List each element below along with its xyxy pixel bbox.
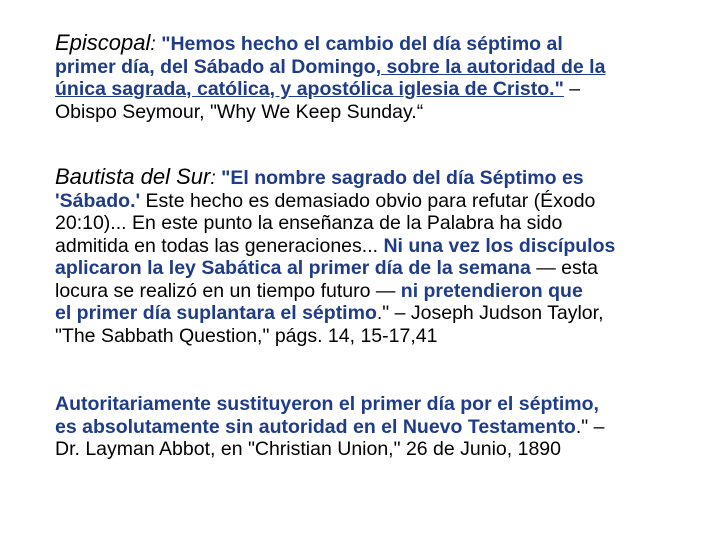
quote-text: aplicaron la ley Sabática al primer día de la semana — [55, 257, 531, 279]
citation-text: Dr. Layman Abbot, en "Christian Union," 26 de Junio, 1890 — [55, 438, 561, 460]
bautista-quote — [55, 166, 695, 347]
colon: : — [210, 167, 216, 189]
citation-text: ." – — [575, 415, 605, 438]
quote-line — [55, 190, 695, 213]
quote-line — [55, 56, 695, 79]
quote-text-plain: Este hecho es demasiado obvio para refutar (Éxodo — [140, 189, 596, 212]
citation-text: Obispo Seymour, "Why We Keep Sunday.“ — [55, 100, 424, 123]
quote-line — [55, 257, 695, 280]
abbot-quote — [55, 393, 695, 461]
citation-text: "The Sabbath Question," págs. 14, 15-17,41 — [55, 324, 438, 347]
quote-line — [55, 393, 695, 416]
quote-text-plain: locura se realizó en un tiempo futuro — — [55, 279, 396, 302]
quote-line — [55, 78, 695, 101]
quote-line — [55, 302, 695, 325]
quote-text: ni pretendieron que — [395, 279, 583, 302]
quote-line — [55, 32, 695, 56]
quote-text: primer día, del Sábado al Domingo, — [55, 55, 382, 78]
quote-text-plain: admitida en todas las generaciones... — [55, 234, 379, 257]
quote-text: Ni una vez los discípulos — [378, 234, 616, 257]
quote-line — [55, 166, 695, 190]
quote-text: el primer día suplantara el séptimo — [55, 302, 377, 324]
source-name: Bautista del Sur — [55, 164, 211, 189]
quote-text-plain: 20:10)... En este punto la enseñanza de la Palabra ha sido — [55, 212, 563, 234]
source-name: Episcopal — [55, 30, 151, 55]
citation-text: – — [563, 78, 581, 100]
quote-line — [55, 235, 695, 258]
episcopal-quote — [55, 32, 695, 123]
quote-text: "Hemos hecho el cambio del día séptimo al — [155, 33, 563, 55]
quote-text: "El nombre sagrado del día Séptimo es — [215, 167, 584, 189]
quote-line — [55, 416, 695, 439]
quote-text-underlined: sobre la autoridad de la — [381, 55, 606, 78]
quote-text: 'Sábado.' — [55, 189, 141, 212]
citation-text: ." – Joseph Judson Taylor, — [376, 302, 604, 324]
quote-text-underlined: única sagrada, católica, y apostólica iglesia de Cristo." — [55, 78, 564, 100]
quote-line — [55, 101, 695, 124]
colon: : — [150, 33, 156, 55]
quote-line — [55, 280, 695, 303]
quote-text-plain: — esta — [530, 257, 599, 279]
quote-text: es absolutamente sin autoridad en el Nuevo Testamento — [55, 415, 576, 438]
quote-line — [55, 325, 695, 348]
quote-line — [55, 438, 695, 461]
quote-text: Autoritariamente sustituyeron el primer día por el séptimo, — [55, 393, 599, 415]
quote-line — [55, 212, 695, 235]
